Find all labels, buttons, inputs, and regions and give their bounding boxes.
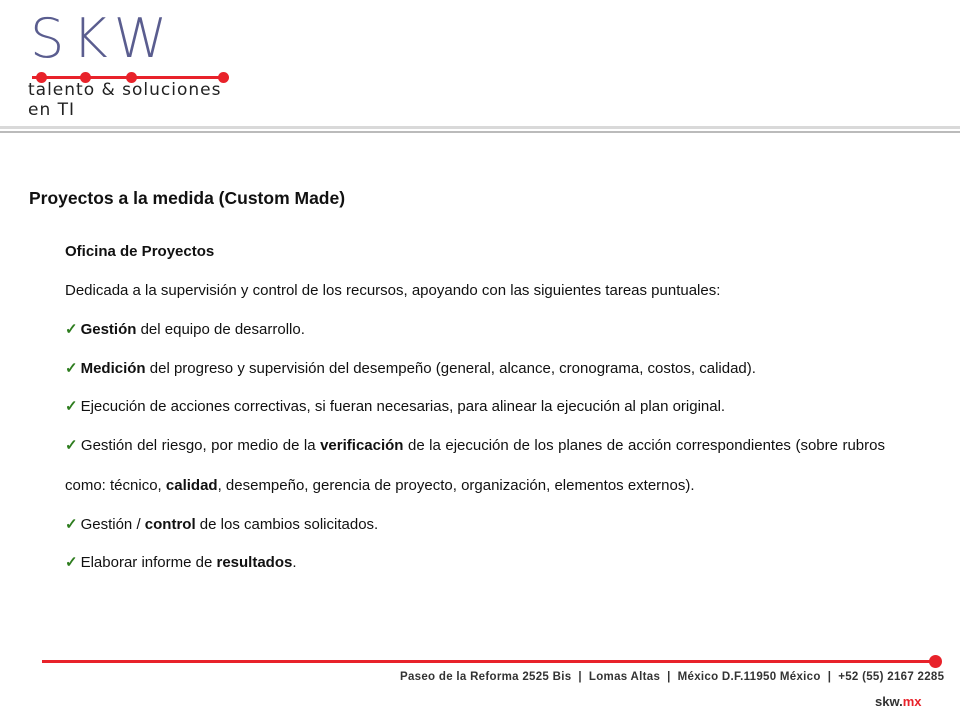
task-list: [65, 320, 885, 592]
item-text: Elaborar informe de: [80, 554, 217, 571]
header-rule: [0, 126, 960, 129]
item-bold: verificación: [320, 436, 404, 454]
footer-rule: [42, 660, 934, 663]
list-item: [65, 359, 885, 378]
item-text: de los cambios solicitados.: [195, 515, 379, 533]
list-item: [65, 515, 885, 534]
item-bold: resultados: [216, 554, 293, 571]
url-tld: mx: [902, 694, 922, 709]
intro-text: Dedicada a la supervisión y control de los recursos, apoyando con las siguientes tareas puntuales:: [65, 282, 721, 299]
item-text: del equipo de desarrollo.: [136, 321, 305, 338]
item-bold: Gestión: [80, 321, 137, 338]
checkmark-icon: ✓: [65, 359, 78, 377]
checkmark-icon: ✓: [65, 398, 78, 415]
item-bold: control: [144, 515, 196, 533]
logo-tagline: talento & soluciones en TI: [28, 80, 222, 120]
checkmark-icon: ✓: [65, 515, 78, 533]
item-text: .: [292, 554, 297, 571]
checkmark-icon: ✓: [65, 554, 78, 571]
url-main: skw.: [875, 694, 903, 709]
list-item: [65, 426, 885, 506]
item-bold: Medición: [80, 359, 146, 377]
logo-letters: SKW: [30, 7, 176, 70]
item-text: , desempeño, gerencia de proyecto, organización, elementos externos).: [217, 476, 695, 494]
skw-logo: [26, 7, 246, 120]
checkmark-icon: ✓: [65, 436, 78, 454]
checkmark-icon: ✓: [65, 321, 78, 338]
list-item: [65, 553, 885, 572]
item-text: Gestión del riesgo, por medio de la: [80, 436, 321, 454]
list-item: [65, 320, 885, 339]
item-text: Gestión /: [80, 515, 145, 533]
page-title: Proyectos a la medida (Custom Made): [29, 188, 346, 208]
item-bold: calidad: [165, 476, 218, 494]
list-item: [65, 397, 885, 416]
item-text: Ejecución de acciones correctivas, si fueran necesarias, para alinear la ejecución al plan original.: [80, 398, 726, 415]
section-subtitle: Oficina de Proyectos: [65, 243, 215, 260]
item-text: del progreso y supervisión del desempeño (general, alcance, cronograma, costos, calidad).: [145, 359, 756, 377]
item-text: de la ejecución de los planes de acción correspondientes (sobre rubros como: técnico,: [65, 436, 885, 494]
footer-url[interactable]: [875, 694, 922, 709]
footer-dot: [929, 655, 942, 668]
header-rule: [0, 131, 960, 133]
footer-address: Paseo de la Reforma 2525 Bis | Lomas Altas | México D.F.11950 México | +52 (55) 2167 2285: [400, 671, 945, 683]
